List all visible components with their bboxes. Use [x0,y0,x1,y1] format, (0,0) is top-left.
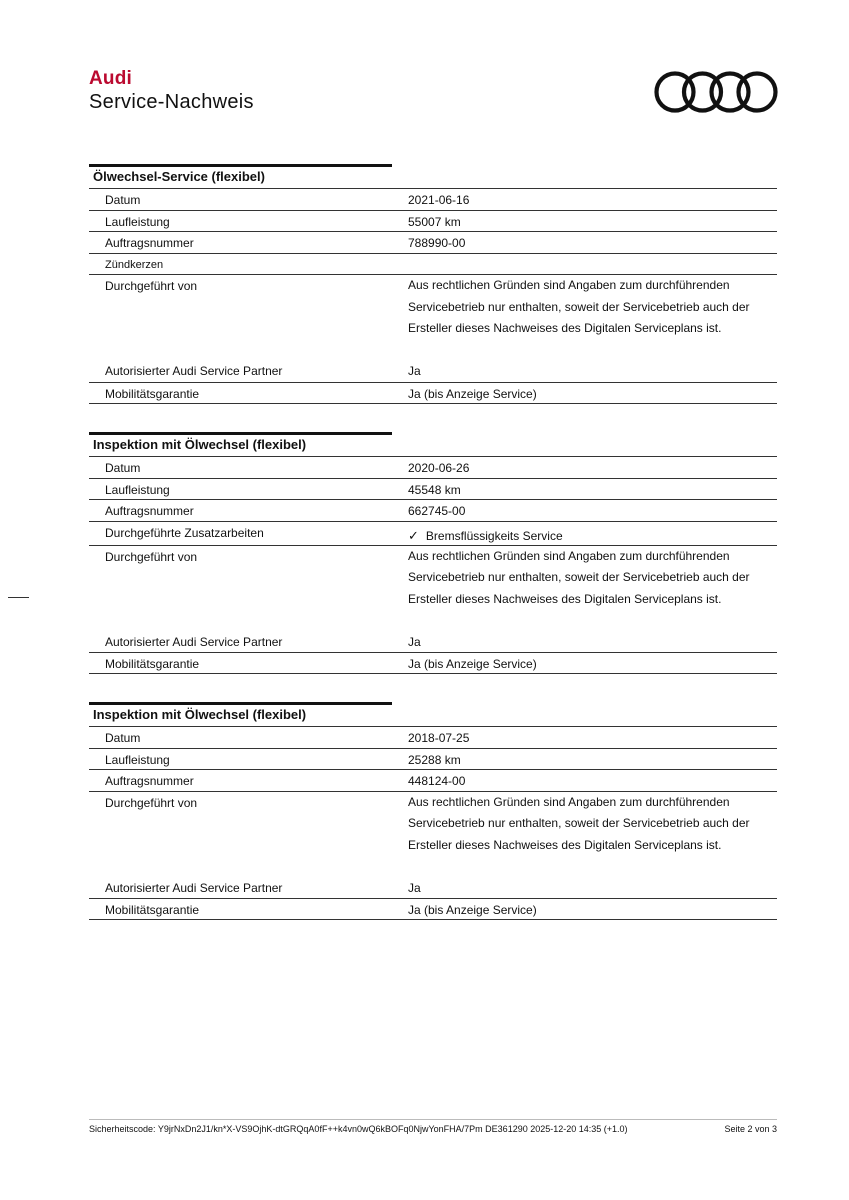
row-value: Ja (bis Anzeige Service) [408,903,537,918]
footer-divider [89,1119,777,1120]
detail-row-performed-by [89,545,777,631]
row-label: Mobilitätsgarantie [105,903,200,918]
row-value: 55007 km [408,214,461,229]
row-label: Auftragsnummer [105,236,194,251]
detail-row-mileage [89,478,777,500]
row-label: Datum [105,193,141,207]
row-value: Ja [408,364,421,379]
detail-row-date [89,726,777,748]
row-label: Mobilitätsgarantie [105,386,200,401]
detail-row-mileage [89,748,777,770]
security-code: Sicherheitscode: Y9jrNxDn2J1/kn*X-VS9OjhK-dtGRQqA0fF++k4vn0wQ6kBOFq0NjwYonFHA/7Pm DE361290 2025-12-20 14:35 (+1.0) [89,1124,628,1134]
detail-row-mobility-guarantee [89,382,777,404]
row-value: Ja [408,634,421,649]
service-section [89,164,777,404]
row-value: 25288 km [408,752,461,767]
row-value: 2020-06-26 [408,461,470,475]
additional-work-item: Bremsflüssigkeits Service [425,528,563,543]
detail-row-date [89,188,777,210]
row-label: Durchgeführt von [105,279,198,294]
audi-rings-logo-icon [654,69,778,115]
row-label: Durchgeführt von [105,549,198,564]
section-title: Inspektion mit Ölwechsel (flexibel) [89,432,392,456]
row-label: Laufleistung [105,482,170,497]
detail-row-authorized-partner [89,631,777,653]
detail-row-performed-by [89,791,777,877]
margin-fold-mark [8,597,29,598]
page-number: Seite 2 von 3 [724,1124,777,1134]
row-label: Mobilitätsgarantie [105,657,200,672]
detail-row-authorized-partner [89,360,777,382]
detail-row-date [89,456,777,478]
document-title: Service-Nachweis [89,91,254,113]
row-label: Auftragsnummer [105,774,194,789]
row-label: Datum [105,461,141,475]
row-value: Ja (bis Anzeige Service) [408,657,537,672]
row-label: Datum [105,731,141,745]
row-label: Autorisierter Audi Service Partner [105,880,283,895]
row-label: Auftragsnummer [105,504,194,519]
row-label: Laufleistung [105,752,170,767]
detail-row-additional-work [89,521,777,545]
section-title: Inspektion mit Ölwechsel (flexibel) [89,702,392,726]
detail-row-spark-plugs [89,253,777,275]
row-label: Laufleistung [105,214,170,229]
detail-row-order-number [89,769,777,791]
detail-row-order-number [89,499,777,521]
service-section [89,432,777,674]
section-title: Ölwechsel-Service (flexibel) [89,164,392,188]
row-value: 2021-06-16 [408,193,470,207]
row-label: Autorisierter Audi Service Partner [105,364,283,379]
detail-row-mobility-guarantee [89,652,777,674]
row-label: Durchgeführt von [105,795,198,810]
detail-row-mobility-guarantee [89,898,777,920]
row-value [408,527,563,545]
detail-row-order-number [89,231,777,253]
row-value: 662745-00 [408,504,466,519]
detail-row-performed-by [89,274,777,360]
row-value: 448124-00 [408,774,466,789]
row-label: Durchgeführte Zusatzarbeiten [105,525,264,540]
row-value: 2018-07-25 [408,731,470,745]
detail-row-mileage [89,210,777,232]
service-section [89,702,777,920]
row-label: Autorisierter Audi Service Partner [105,634,283,649]
row-value: Aus rechtlichen Gründen sind Angaben zum durchführenden Servicebetrieb nur enthalten, soweit der Servicebetrieb auch der Ersteller dieses Nachweises des Digitalen Serviceplans ist. [408,278,750,336]
row-label: Zündkerzen [105,258,164,271]
detail-row-authorized-partner [89,877,777,899]
checkmark-icon: ✓ [408,527,419,543]
row-value: Aus rechtlichen Gründen sind Angaben zum durchführenden Servicebetrieb nur enthalten, soweit der Servicebetrieb auch der Ersteller dieses Nachweises des Digitalen Serviceplans ist. [408,548,750,606]
row-value: Ja [408,880,421,895]
row-value: 45548 km [408,482,461,497]
row-value: Aus rechtlichen Gründen sind Angaben zum durchführenden Servicebetrieb nur enthalten, soweit der Servicebetrieb auch der Ersteller dieses Nachweises des Digitalen Serviceplans ist. [408,794,750,852]
row-value: 788990-00 [408,236,466,251]
brand-name: Audi [89,68,133,89]
row-value: Ja (bis Anzeige Service) [408,386,537,401]
